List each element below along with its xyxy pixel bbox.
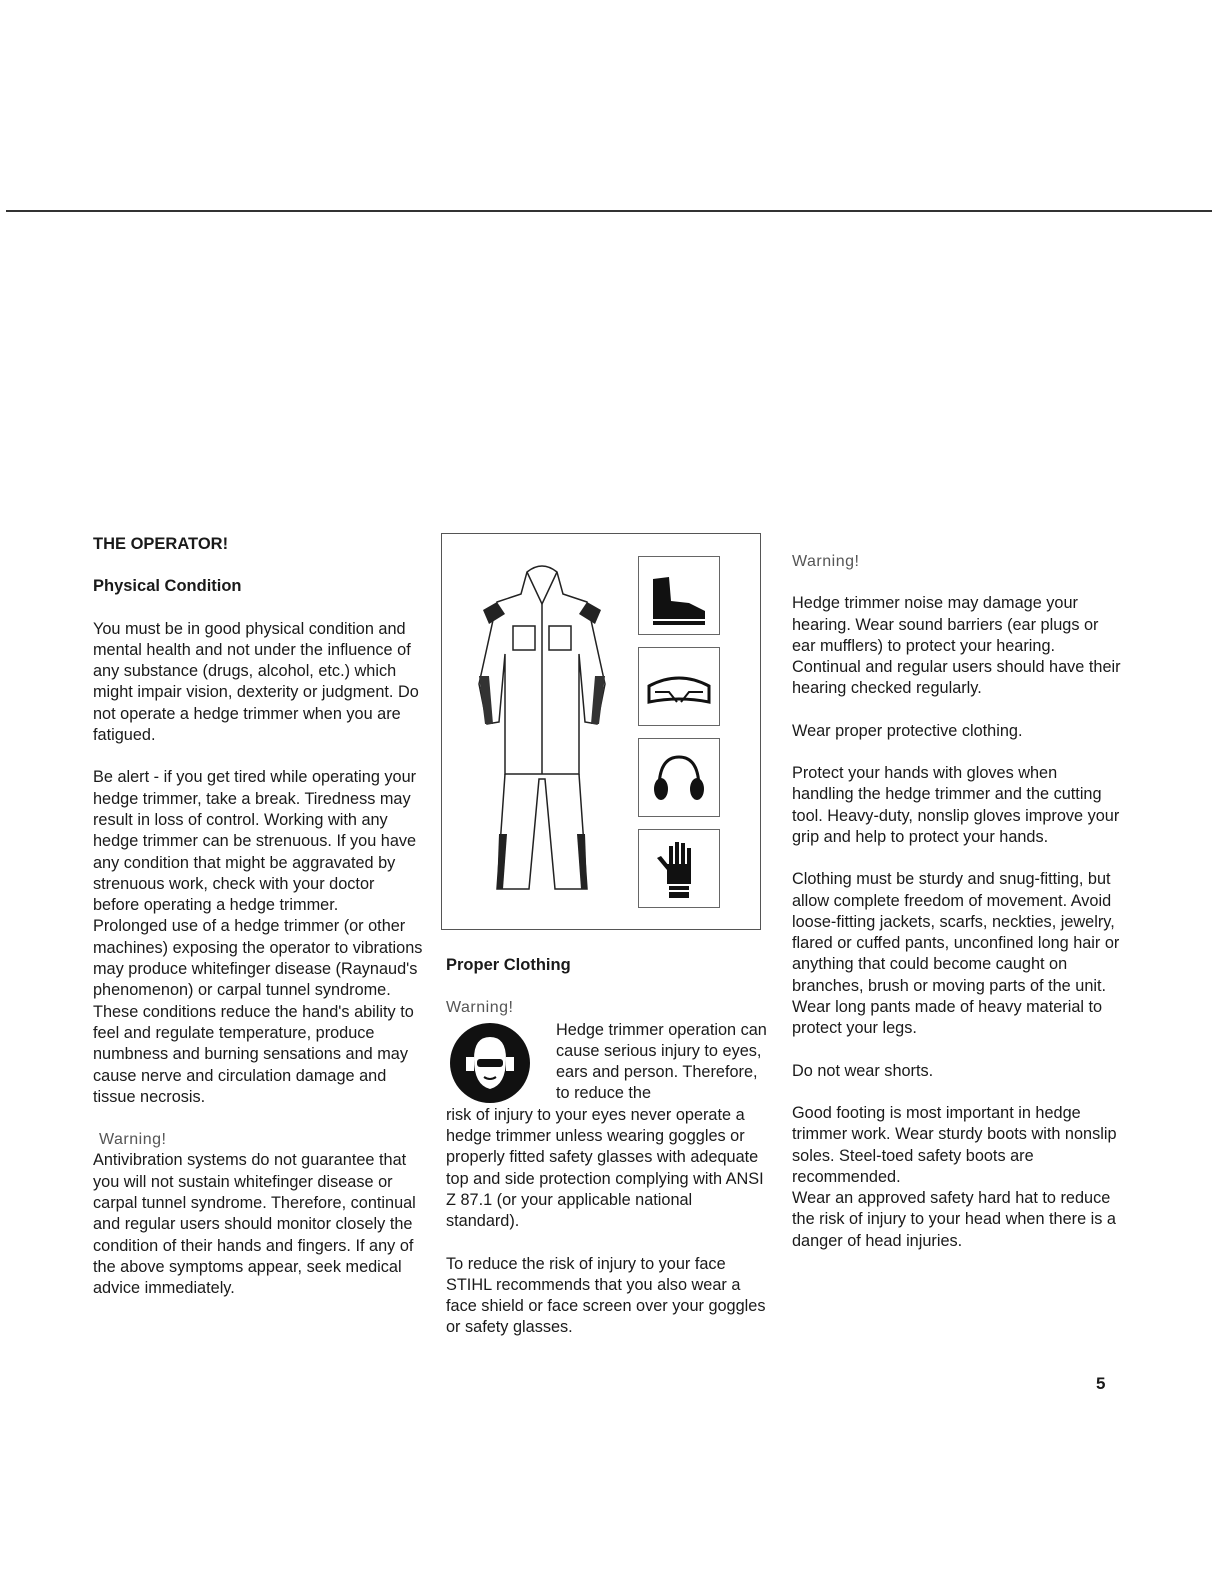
subheading-proper-clothing: Proper Clothing — [446, 956, 571, 974]
protective-clothing-figure — [441, 533, 761, 930]
column-proper-clothing — [446, 955, 768, 1339]
warning-label: Warning! — [99, 1131, 167, 1149]
glove-icon — [639, 830, 719, 907]
header-rule — [6, 210, 1212, 212]
warning-label: Warning! — [446, 999, 514, 1017]
goggles-icon — [639, 648, 719, 725]
warning-label: Warning! — [792, 553, 860, 570]
paragraph: You must be in good physical condition and mental health and not under the influence of any substance (drugs, alcohol, etc.) which might impair vision, dexterity or judgment. Do not operate a hedge trimmer when you are fatigued. — [93, 619, 419, 745]
paragraph: risk of injury to your eyes never operate a hedge trimmer unless wearing goggles or properly fitted safety glasses with adequate top and side protection complying with ANSI Z 87.1 (or your applicable national standard). — [446, 1105, 764, 1231]
subheading-physical-condition: Physical Condition — [93, 577, 242, 596]
gloves-icon-box — [638, 829, 720, 908]
paragraph: Hedge trimmer noise may damage your hearing. Wear sound barriers (ear plugs or ear mufflers) to protect your hearing. Continual and regular users should have their hearing checked regularly. — [792, 594, 1121, 698]
goggles-icon-box — [638, 647, 720, 726]
ear-muffs-icon — [639, 739, 719, 816]
ppe-mandatory-icon — [446, 1019, 546, 1105]
paragraph: Clothing must be sturdy and snug-fitting, but allow complete freedom of movement. Avoid loose-fitting jackets, scarfs, neckties, jewelry, flared or cuffed pants, unconfined long hair or anything that could become caught on branches, brush or moving parts of the unit. Wear long pants made of heavy material to protect your legs. — [792, 870, 1120, 1038]
coverall-illustration — [467, 564, 617, 894]
paragraph: Wear an approved safety hard hat to reduce the risk of injury to your head when there is a danger of head injuries. — [792, 1189, 1116, 1250]
paragraph: Be alert - if you get tired while operating your hedge trimmer, take a break. Tiredness may result in loss of control. Working with any hedge trimmer can be strenuous. If you have any condition that might be aggravated by strenuous work, check with your doctor before operating a hedge trimmer. — [93, 768, 417, 915]
paragraph: Good footing is most important in hedge trimmer work. Wear sturdy boots with nonslip soles. Steel-toed safety boots are recommended. — [792, 1103, 1117, 1186]
page-number: 5 — [1096, 1374, 1106, 1393]
paragraph: Do not wear shorts. — [792, 1061, 934, 1080]
boot-icon-box — [638, 556, 720, 635]
paragraph: Wear proper protective clothing. — [792, 721, 1023, 740]
column-operator — [93, 534, 423, 1300]
ear-muffs-icon-box — [638, 738, 720, 817]
paragraph: Protect your hands with gloves when handling the hedge trimmer and the cutting tool. Heavy-duty, nonslip gloves improve your grip and help to protect your hands. — [792, 764, 1120, 846]
section-heading: THE OPERATOR! — [93, 535, 229, 553]
paragraph: To reduce the risk of injury to your face STIHL recommends that you also wear a face shield or face screen over your goggles or safety glasses. — [446, 1254, 766, 1337]
safety-boot-icon — [639, 557, 719, 634]
paragraph: Prolonged use of a hedge trimmer (or other machines) exposing the operator to vibrations may produce whitefinger disease (Raynaud's phenomenon) or carpal tunnel syndrome. These conditions reduce the hand's ability to feel and regulate temperature, produce numbness and burning sensations and may cause nerve and circulation damage and tissue necrosis. — [93, 917, 423, 1106]
column-warnings — [792, 551, 1122, 1252]
paragraph: Antivibration systems do not guarantee that you will not sustain whitefinger disease or carpal tunnel syndrome. Therefore, continual and regular users should monitor closely the condition of their hands and fingers. If any of the above symptoms appear, seek medical advice immediately. — [93, 1151, 416, 1298]
paragraph: Hedge trimmer operation can cause serious injury to eyes, ears and person. Therefore, to reduce the — [556, 1020, 767, 1103]
